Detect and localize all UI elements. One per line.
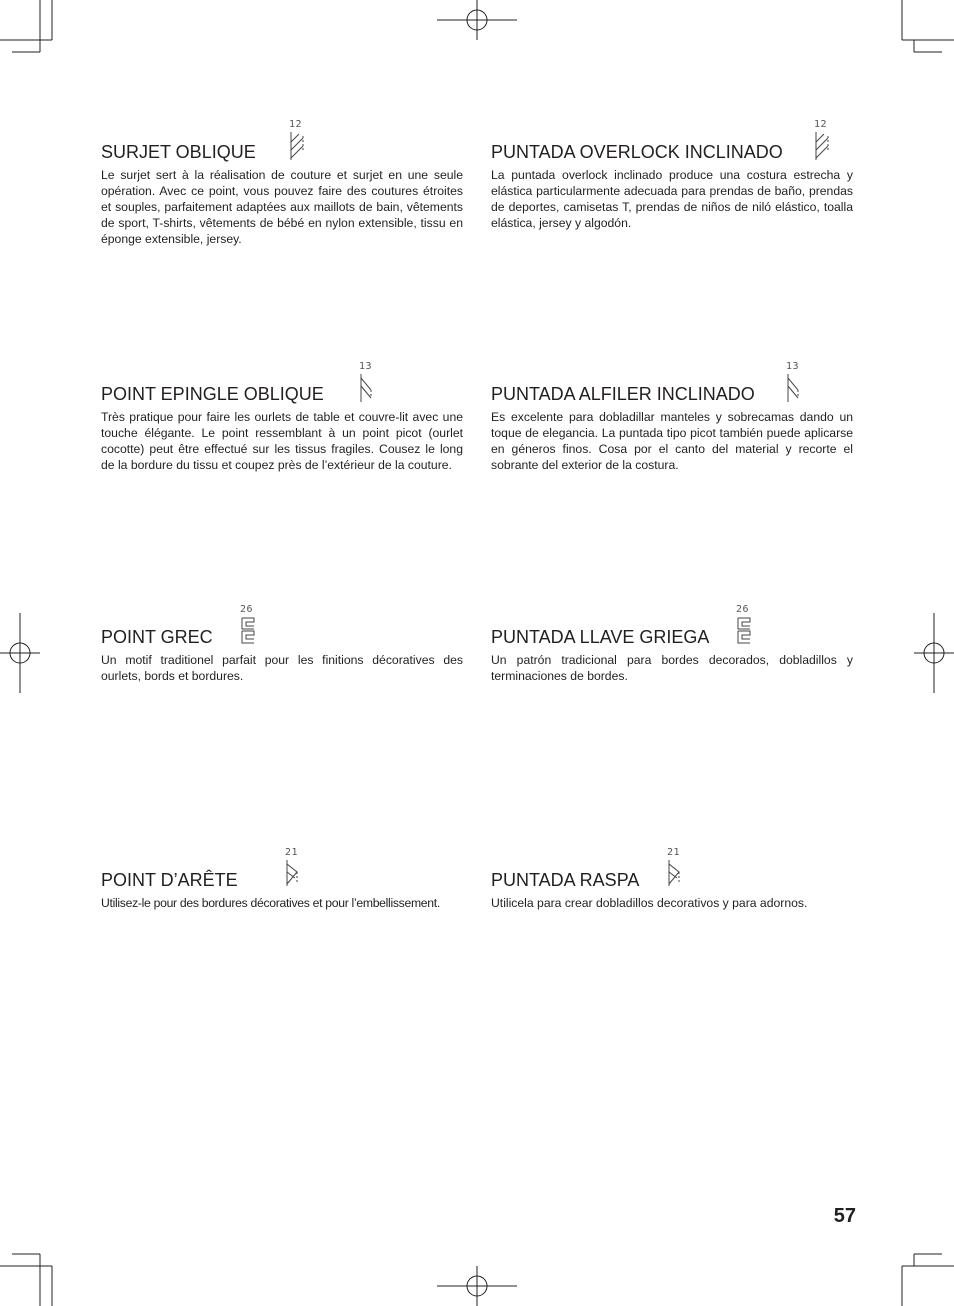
stitch-number: 12	[814, 119, 828, 130]
stitch-number: 21	[285, 847, 299, 858]
section-puntada-overlock-inclinado	[491, 120, 853, 232]
stitch-pattern-26	[240, 605, 264, 647]
section-puntada-llave-griega	[491, 605, 853, 685]
section-description: Un patrón tradicional para bordes decorados, dobladillos y terminaciones de bordes.	[491, 653, 853, 683]
section-header	[101, 605, 463, 647]
section-surjet-oblique	[101, 120, 463, 248]
section-title: SURJET OBLIQUE	[101, 142, 256, 162]
stitch-number: 21	[667, 847, 681, 858]
fishbone-stitch-icon	[667, 860, 685, 888]
slant-overlock-stitch-icon	[289, 132, 307, 160]
section-title: PUNTADA OVERLOCK INCLINADO	[491, 142, 783, 162]
stitch-pattern-12	[289, 120, 313, 162]
greek-key-stitch-icon	[736, 617, 754, 645]
section-description: Le surjet sert à la réalisation de couture et surjet en une seule opération. Avec ce point, vous pouvez faire des coutures étroites et souples, parfaitement adaptées aux maillots de bain, vêtements de sport, T-shirts, vêtements de bébé en nylon extensible, tissu en éponge extensible, jersey.	[101, 168, 463, 246]
section-header	[101, 848, 463, 890]
stitch-number: 12	[289, 119, 303, 130]
stitch-number: 13	[786, 361, 800, 372]
section-header	[491, 605, 853, 647]
section-title: POINT D’ARÊTE	[101, 870, 238, 890]
section-point-darete	[101, 848, 463, 912]
slant-pin-stitch-icon	[359, 374, 377, 402]
section-title: PUNTADA ALFILER INCLINADO	[491, 384, 755, 404]
section-description: Un motif traditionel parfait pour les finitions décoratives des ourlets, bords et bordures.	[101, 653, 463, 683]
section-header	[491, 362, 853, 404]
section-point-epingle-oblique	[101, 362, 463, 474]
stitch-number: 26	[736, 604, 750, 615]
greek-key-stitch-icon	[240, 617, 258, 645]
section-title: POINT EPINGLE OBLIQUE	[101, 384, 324, 404]
section-header	[101, 362, 463, 404]
fishbone-stitch-icon	[285, 860, 303, 888]
slant-overlock-stitch-icon	[814, 132, 832, 160]
section-description: Utilisez-le pour des bordures décoratives et pour l’embellissement.	[101, 896, 440, 910]
section-title: POINT GREC	[101, 627, 213, 647]
section-puntada-alfiler-inclinado	[491, 362, 853, 474]
section-title: PUNTADA RASPA	[491, 870, 640, 890]
stitch-pattern-21	[667, 848, 691, 890]
section-description: La puntada overlock inclinado produce una costura estrecha y elástica particularmente adecuada para prendas de baño, prendas de deportes, camisetas T, prendas de niños de niló elástico, toalla elástica, jersey y algodón.	[491, 168, 853, 230]
page-number: 57	[833, 1205, 856, 1227]
section-description: Es excelente para dobladillar manteles y sobrecamas dando un toque de elegancia. La puntada tipo picot también puede aplicarse en géneros finos. Cosa por el canto del material y recorte el sobrante del exterior de la costura.	[491, 410, 853, 472]
stitch-pattern-13	[359, 362, 383, 404]
section-title: PUNTADA LLAVE GRIEGA	[491, 627, 710, 647]
section-header	[491, 848, 853, 890]
stitch-pattern-13	[786, 362, 810, 404]
stitch-pattern-26	[736, 605, 760, 647]
section-puntada-raspa	[491, 848, 853, 912]
section-description: Utilicela para crear dobladillos decorativos y para adornos.	[491, 896, 808, 910]
stitch-pattern-21	[285, 848, 309, 890]
slant-pin-stitch-icon	[786, 374, 804, 402]
stitch-number: 13	[359, 361, 373, 372]
stitch-pattern-12	[814, 120, 838, 162]
stitch-number: 26	[240, 604, 254, 615]
section-description: Très pratique pour faire les ourlets de table et couvre-lit avec une touche élégante. Le point ressemblant à un point picot (ourlet cocotte) peut être effectué sur les tissus fragiles. Cousez le long de la bordure du tissu et coupez près de l’extérieur de la couture.	[101, 410, 463, 472]
section-header	[491, 120, 853, 162]
section-point-grec	[101, 605, 463, 685]
section-header	[101, 120, 463, 162]
